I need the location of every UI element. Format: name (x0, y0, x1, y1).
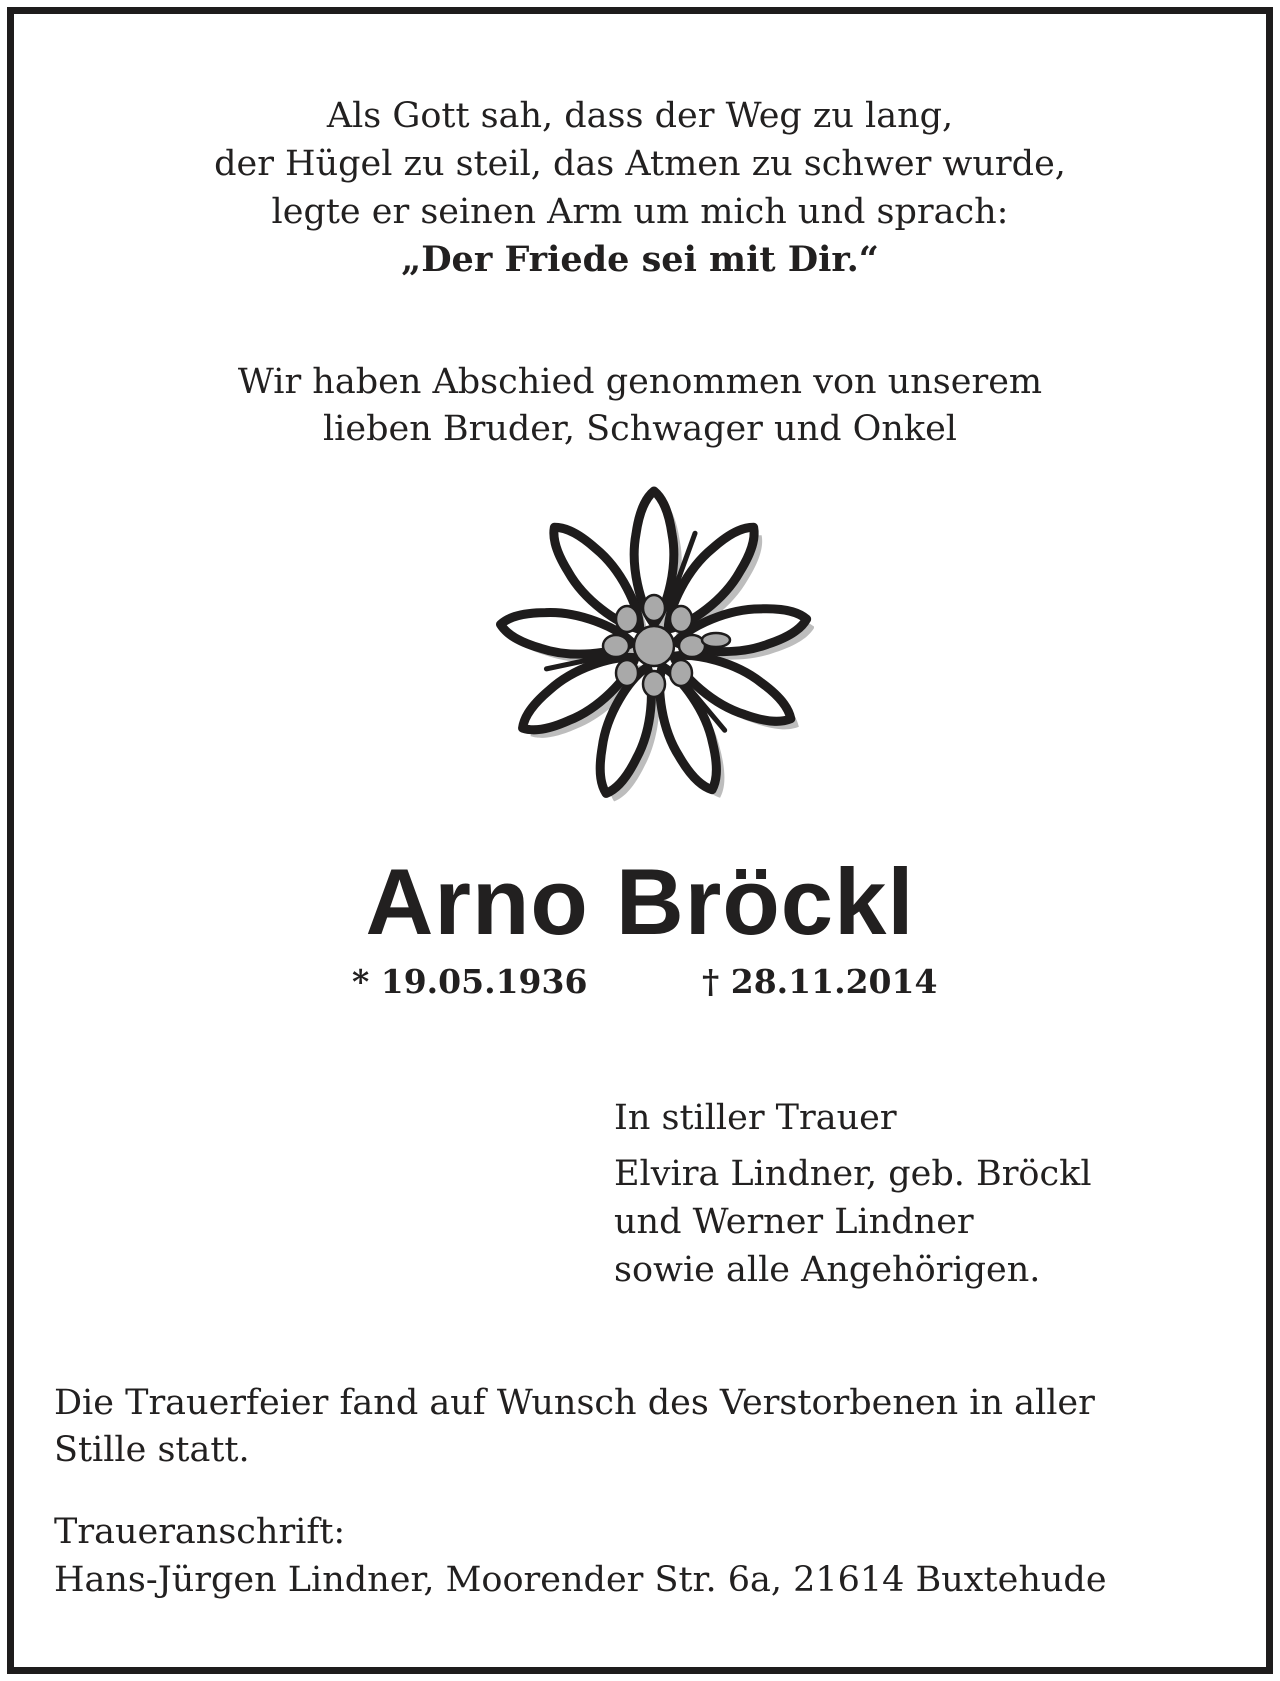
poem-line: legte er seinen Arm um mich und sprach: (271, 192, 1009, 232)
mourners-heading: In stiller Trauer (614, 1098, 897, 1138)
notice-line: Stille statt. (54, 1430, 250, 1470)
funeral-notice (54, 1380, 1224, 1474)
mourner-line: und Werner Lindner (614, 1202, 974, 1242)
farewell-intro (14, 359, 1266, 453)
poem (14, 92, 1266, 284)
poem-line: der Hügel zu steil, das Atmen zu schwer wurde, (214, 144, 1066, 184)
obituary-frame (7, 7, 1273, 1674)
address-label: Traueranschrift: (54, 1512, 346, 1552)
poem-quote: „Der Friede sei mit Dir.“ (401, 239, 879, 280)
intro-line: Wir haben Abschied genommen von unserem (237, 362, 1043, 402)
mourning-address (54, 1508, 1224, 1604)
death-date: † 28.11.2014 (702, 962, 938, 1001)
deceased-name: Arno Bröckl (365, 849, 915, 954)
notice-line: Die Trauerfeier fand auf Wunsch des Verstorbenen in aller (54, 1383, 1095, 1423)
mourner-line: Elvira Lindner, geb. Bröckl (614, 1154, 1092, 1194)
poem-line: Als Gott sah, dass der Weg zu lang, (326, 96, 954, 136)
birth-date: * 19.05.1936 (352, 962, 588, 1001)
address-text: Hans-Jürgen Lindner, Moorender Str. 6a, 21614 Buxtehude (54, 1560, 1107, 1600)
intro-line: lieben Bruder, Schwager und Onkel (322, 409, 958, 449)
mourners-block (614, 1094, 1092, 1294)
edelweiss-icon (494, 482, 814, 822)
mourner-line: sowie alle Angehörigen. (614, 1250, 1041, 1290)
